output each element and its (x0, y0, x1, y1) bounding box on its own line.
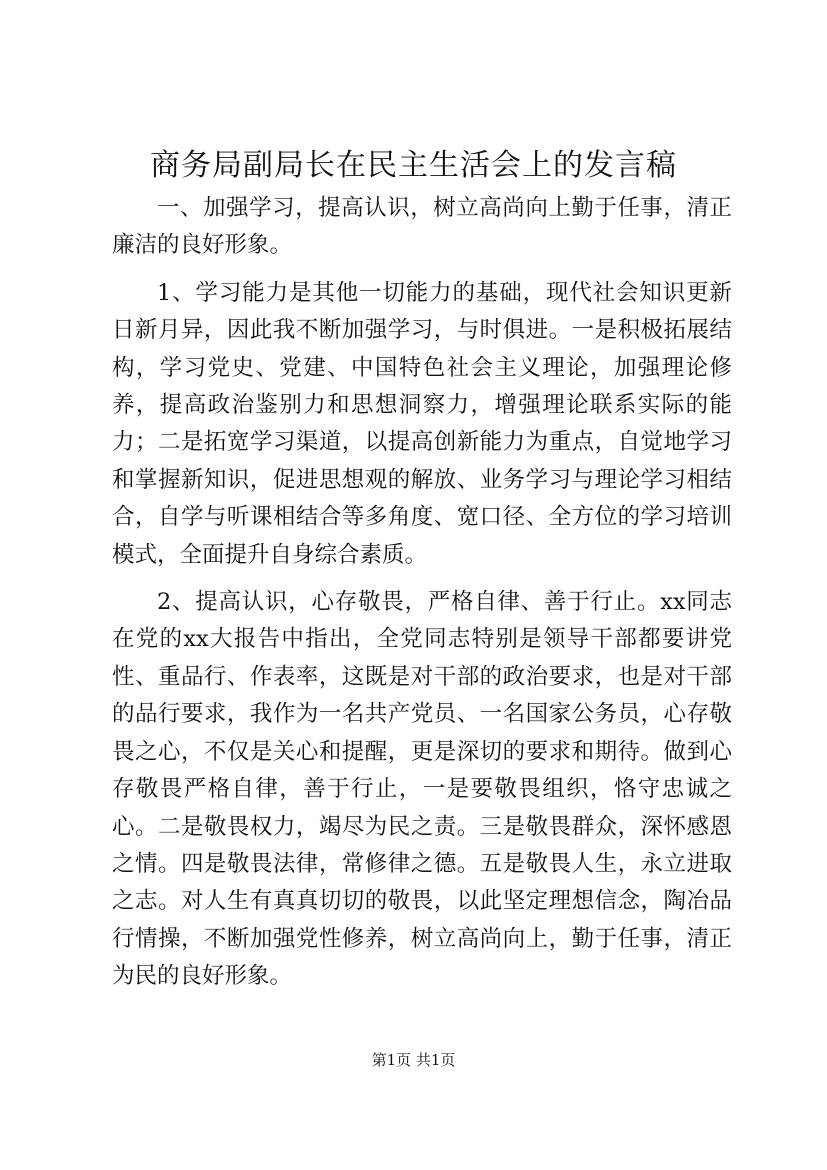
document-body (112, 190, 732, 996)
document-title: 商务局副局长在民主生活会上的发言稿 (150, 148, 677, 183)
paragraph-point-1: 1、学习能力是其他一切能力的基础，现代社会知识更新日新月异，因此我不断加强学习，与时俱进。一是积极拓展结构，学习党史、党建、中国特色社会主义理论，加强理论修养，提高政治鉴别力和思想洞察力，增强理论联系实际的能力；二是拓宽学习渠道，以提高创新能力为重点，自觉地学习和掌握新知识，促进思想观的解放、业务学习与理论学习相结合，自学与听课相结合等多角度、宽口径、全方位的学习培训模式，全面提升自身综合素质。 (112, 279, 732, 568)
paragraph-section-heading: 一、加强学习，提高认识，树立高尚向上勤于任事，清正廉洁的良好形象。 (112, 195, 732, 259)
paragraph-point-2: 2、提高认识，心存敬畏，严格自律、善于行止。xx同志在党的xx大报告中指出，全党同志特别是领导干部都要讲党性、重品行、作表率，这既是对干部的政治要求，也是对干部的品行要求，我作为一名共产党员、一名国家公务员，心存敬畏之心，不仅是关心和提醒，更是深切的要求和期待。做到心存敬畏严格自律，善于行止，一是要敬畏组织，恪守忠诚之心。二是敬畏权力，竭尽为民之责。三是敬畏群众，深怀感恩之情。四是敬畏法律，常修律之德。五是敬畏人生，永立进取之志。对人生有真真切切的敬畏，以此坚定理想信念，陶冶品行情操，不断加强党性修养，树立高尚向上，勤于任事，清正为民的良好形象。 (112, 589, 732, 990)
page-number-footer: 第1页 共1页 (371, 1051, 456, 1069)
